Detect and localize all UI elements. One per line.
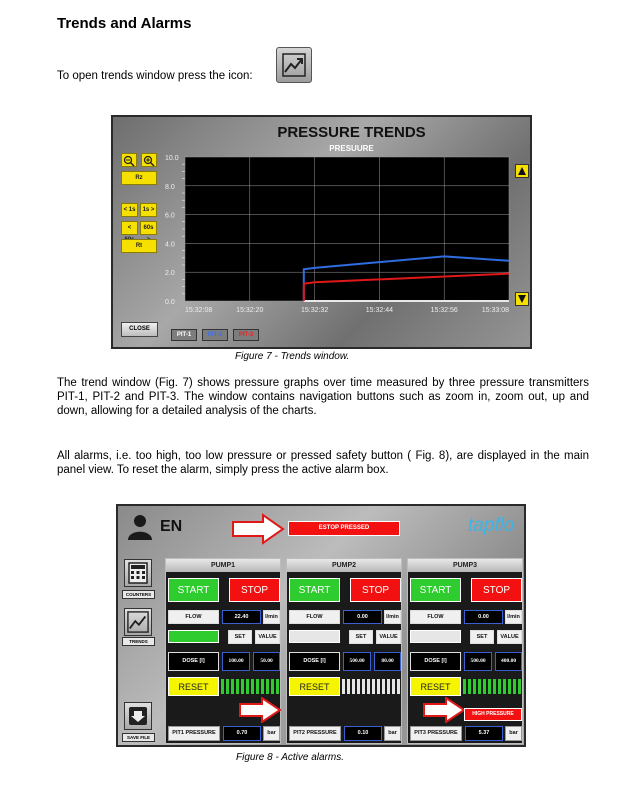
y-tick-label: 4.0 — [165, 241, 175, 249]
pump-2-panel — [286, 558, 402, 744]
trends-button[interactable]: TRENDS — [122, 637, 155, 646]
top-bar — [118, 506, 524, 551]
pit1-pressure-unit: bar — [263, 726, 280, 741]
pit1-pressure-label: PIT1 PRESSURE — [168, 726, 220, 741]
pump-2-level-bars — [342, 679, 400, 694]
pump-2-stop-button[interactable]: STOP — [350, 578, 401, 602]
pit-2-toggle[interactable]: PIT-2 — [202, 329, 228, 341]
forward-1s-button[interactable]: 1s > — [140, 203, 157, 217]
save-file-icon[interactable] — [124, 702, 152, 730]
pit-1-toggle[interactable]: PIT-1 — [171, 329, 197, 341]
pump-3-dose-label: DOSE [l] — [410, 652, 461, 671]
pump-3-flow-value: 0.00 — [464, 610, 503, 624]
pump-1-panel — [165, 558, 281, 744]
language-selector[interactable]: EN — [160, 518, 183, 535]
y-tick-label: 0.0 — [165, 299, 175, 306]
y-tick-label: 8.0 — [165, 183, 175, 191]
x-tick-label: 15:32:44 — [365, 307, 394, 314]
pump-2-reset-button[interactable]: RESET — [289, 677, 340, 696]
rt-button[interactable]: Rt — [121, 239, 157, 253]
save-file-button[interactable]: SAVE FILE — [122, 733, 155, 742]
pump-3-title: PUMP3 — [408, 559, 522, 572]
figure-8-caption: Figure 8 - Active alarms. — [236, 752, 344, 763]
pump-3-start-button[interactable]: START — [410, 578, 461, 602]
pit3-pressure-value: 5.37 — [465, 726, 503, 741]
pump-1-value-header: VALUE — [255, 630, 280, 644]
pit1-pressure-value: 0.70 — [223, 726, 261, 741]
pump-2-status-indicator — [289, 630, 340, 643]
pump-2-dose-value: 80.00 — [374, 652, 401, 671]
pump-3-flow-unit: l/min — [505, 610, 522, 624]
user-icon[interactable] — [126, 512, 154, 540]
paragraph-trends: The trend window (Fig. 7) shows pressure graphs over time measured by three pressure transmitters PIT-1, PIT-2 and PIT-3. The window contains navigation buttons such as zoom in, zoom out, up and down, allowing for a detailed analysis of the charts. — [57, 377, 589, 417]
pump-2-flow-label: FLOW — [289, 610, 340, 624]
pump-1-flow-unit: l/min — [263, 610, 280, 624]
section-heading: Trends and Alarms — [57, 15, 192, 32]
pump-1-flow-label: FLOW — [168, 610, 219, 624]
pump-3-status-indicator — [410, 630, 461, 643]
calculator-icon[interactable] — [124, 559, 152, 587]
y-tick-label: 6.0 — [165, 212, 175, 220]
zoom-in-icon[interactable] — [141, 153, 157, 167]
pump-1-reset-button[interactable]: RESET — [168, 677, 219, 696]
pump-3-stop-button[interactable]: STOP — [471, 578, 522, 602]
pump-1-dose-value: 50.00 — [253, 652, 280, 671]
pump-1-title: PUMP1 — [166, 559, 280, 572]
pump-3-value-header: VALUE — [497, 630, 522, 644]
pump-2-value-header: VALUE — [376, 630, 401, 644]
forward-60s-button[interactable]: 60s — [140, 221, 157, 235]
chart-subtitle: PRESUURE — [329, 144, 374, 153]
trend-chart-icon[interactable] — [276, 47, 312, 83]
plot-background — [185, 157, 509, 301]
back-60s-button[interactable]: < — [121, 221, 138, 235]
pump-1-dose-label: DOSE [l] — [168, 652, 219, 671]
counters-button[interactable]: COUNTERS — [122, 590, 155, 599]
close-button[interactable]: CLOSE — [121, 322, 158, 337]
pump-3-reset-button[interactable]: RESET — [410, 677, 461, 696]
pump-1-status-indicator — [168, 630, 219, 643]
pump-1-dose-set[interactable]: 100.00 — [222, 652, 250, 671]
pump-3-set-header: SET — [470, 630, 494, 644]
pit3-pressure-label: PIT3 PRESSURE — [410, 726, 462, 741]
high-pressure-alarm-box[interactable]: HIGH PRESSURE — [464, 708, 522, 721]
pit2-pressure-label: PIT2 PRESSURE — [289, 726, 341, 741]
open-trends-text: To open trends window press the icon: — [57, 70, 253, 82]
pump-2-title: PUMP2 — [287, 559, 401, 572]
pump-1-flow-value: 22.40 — [222, 610, 261, 624]
y-tick-label: 2.0 — [165, 270, 175, 278]
zoom-out-icon[interactable] — [121, 153, 137, 167]
pit-3-toggle[interactable]: PIT-3 — [233, 329, 259, 341]
pump-3-panel — [407, 558, 523, 744]
pump-1-set-header: SET — [228, 630, 252, 644]
tapflo-logo: tapflo — [468, 515, 515, 536]
trends-window — [111, 115, 532, 349]
pump-2-flow-value: 0.00 — [343, 610, 382, 624]
red-arrow-icon — [422, 697, 466, 723]
pump-2-set-header: SET — [349, 630, 373, 644]
x-tick-label: 15:32:56 — [430, 307, 458, 314]
x-tick-label: 15:32:32 — [300, 307, 329, 314]
rz-button[interactable]: Rz — [121, 171, 157, 185]
x-tick-label: 15:32:20 — [236, 307, 264, 314]
pump-3-dose-set[interactable]: 500.00 — [464, 652, 492, 671]
main-panel — [116, 504, 526, 747]
pit2-pressure-unit: bar — [384, 726, 401, 741]
estop-alarm-box[interactable]: ESTOP PRESSED — [288, 521, 400, 536]
y-tick-label: 10.0 — [165, 155, 179, 162]
pump-2-flow-unit: l/min — [384, 610, 401, 624]
pump-1-level-bars — [221, 679, 279, 694]
x-tick-label: 15:32:08 — [185, 307, 213, 314]
pump-3-flow-label: FLOW — [410, 610, 461, 624]
paragraph-alarms: All alarms, i.e. too high, too low pressure or pressed safety button ( Fig. 8), are displayed in the main panel view. To reset the alarm, simply press the active alarm box. — [57, 450, 589, 476]
pressure-chart — [163, 153, 513, 323]
arrow-up-icon[interactable] — [515, 164, 529, 178]
pump-2-dose-label: DOSE [l] — [289, 652, 340, 671]
pump-2-start-button[interactable]: START — [289, 578, 340, 602]
trends-title: PRESSURE TRENDS — [277, 124, 426, 141]
pit2-pressure-value: 0.10 — [344, 726, 382, 741]
red-arrow-icon — [238, 697, 282, 723]
arrow-down-icon[interactable] — [515, 292, 529, 306]
x-tick-label: 15:33:08 — [481, 307, 509, 314]
red-arrow-icon — [231, 513, 286, 545]
pump-2-dose-set[interactable]: 500.00 — [343, 652, 371, 671]
trend-chart-icon[interactable] — [124, 608, 152, 636]
pump-3-dose-value: 400.00 — [495, 652, 522, 671]
pump-3-level-bars — [463, 679, 521, 694]
pump-1-start-button[interactable]: START — [168, 578, 219, 602]
back-1s-button[interactable]: < 1s — [121, 203, 138, 217]
pump-1-stop-button[interactable]: STOP — [229, 578, 280, 602]
figure-7-caption: Figure 7 - Trends window. — [235, 351, 350, 362]
pit3-pressure-unit: bar — [505, 726, 522, 741]
